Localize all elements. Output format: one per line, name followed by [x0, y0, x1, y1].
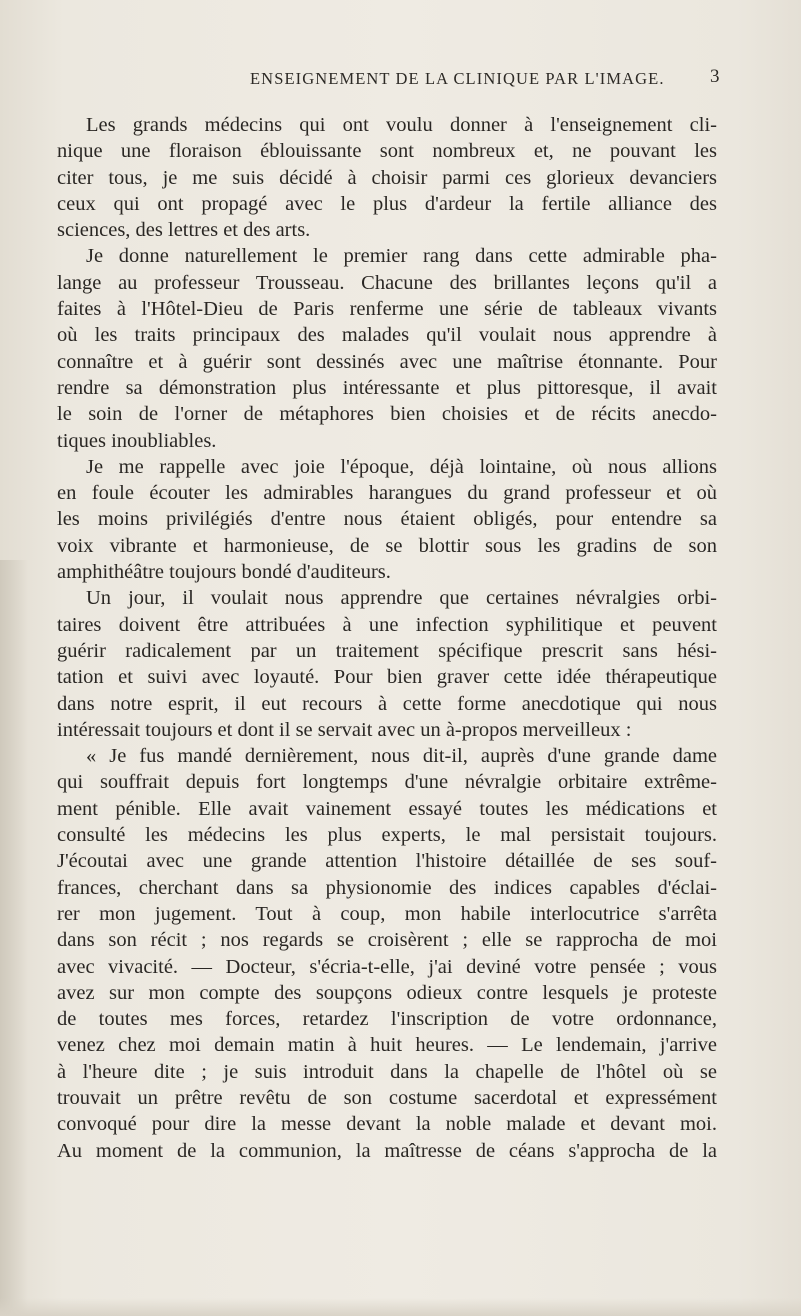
text-line: où les traits principaux des malades qu'il voulait nous apprendre à	[57, 324, 717, 347]
text-line: dans son récit ; nos regards se croisèrent ; elle se rapprocha de moi	[57, 929, 717, 952]
text-line: le soin de l'orner de métaphores bien choisies et de récits anecdo-	[57, 403, 717, 426]
text-line: guérir radicalement par un traitement spécifique prescrit sans hési-	[57, 639, 717, 662]
text-line: Au moment de la communion, la maîtresse de céans s'approcha de la	[57, 1139, 717, 1162]
text-line: citer tous, je me suis décidé à choisir parmi ces glorieux devanciers	[57, 166, 717, 189]
text-line: à l'heure dite ; je suis introduit dans la chapelle de l'hôtel où se	[57, 1060, 717, 1083]
text-line: de toutes mes forces, retardez l'inscription de votre ordonnance,	[57, 1008, 717, 1031]
text-line: dans notre esprit, il eut recours à cette forme anecdotique qui nous	[57, 692, 717, 715]
text-line: consulté les médecins les plus experts, le mal persistait toujours.	[57, 824, 717, 847]
text-line: Un jour, il voulait nous apprendre que certaines névralgies orbi-	[86, 587, 717, 610]
text-line: Je donne naturellement le premier rang dans cette admirable pha-	[86, 245, 717, 268]
text-line: ment pénible. Elle avait vainement essayé toutes les médications et	[57, 797, 717, 820]
text-line: rendre sa démonstration plus intéressante et plus pittoresque, il avait	[57, 376, 717, 399]
text-line: rer mon jugement. Tout à coup, mon habile interlocutrice s'arrêta	[57, 902, 717, 925]
text-line: faites à l'Hôtel-Dieu de Paris renferme une série de tableaux vivants	[57, 298, 717, 321]
page-number: 3	[710, 66, 720, 87]
body-text	[57, 112, 717, 1164]
page-gutter-shadow	[0, 560, 28, 1316]
text-line: amphithéâtre toujours bondé d'auditeurs.	[57, 561, 391, 584]
text-line: lange au professeur Trousseau. Chacune des brillantes leçons qu'il a	[57, 271, 717, 294]
text-line: tation et suivi avec loyauté. Pour bien graver cette idée thérapeutique	[57, 666, 717, 689]
running-title: ENSEIGNEMENT DE LA CLINIQUE PAR L'IMAGE.	[250, 69, 665, 88]
text-line: trouvait un prêtre revêtu de son costume sacerdotal et expressément	[57, 1086, 717, 1109]
text-line: connaître et à guérir sont dessinés avec une maîtrise étonnante. Pour	[57, 350, 717, 373]
text-line: tiques inoubliables.	[57, 429, 217, 452]
text-line: avec vivacité. — Docteur, s'écria-t-elle, j'ai deviné votre pensée ; vous	[57, 955, 717, 978]
text-line: Je me rappelle avec joie l'époque, déjà lointaine, où nous allions	[86, 455, 717, 478]
text-line: frances, cherchant dans sa physionomie des indices capables d'éclai-	[57, 876, 717, 899]
text-line: « Je fus mandé dernièrement, nous dit-il, auprès d'une grande dame	[86, 745, 717, 768]
text-line: en foule écouter les admirables harangues du grand professeur et où	[57, 482, 717, 505]
text-line: nique une floraison éblouissante sont nombreux et, ne pouvant les	[57, 140, 717, 163]
page-bottom-edge	[0, 1298, 801, 1316]
text-line: taires doivent être attribuées à une infection syphilitique et peuvent	[57, 613, 717, 636]
text-line: qui souffrait depuis fort longtemps d'une névralgie orbitaire extrême-	[57, 771, 717, 794]
text-line: sciences, des lettres et des arts.	[57, 219, 311, 242]
text-line: convoqué pour dire la messe devant la noble malade et devant moi.	[57, 1113, 717, 1136]
text-line: avez sur mon compte des soupçons odieux contre lesquels je proteste	[57, 981, 717, 1004]
text-line: voix vibrante et harmonieuse, de se blottir sous les gradins de son	[57, 534, 717, 557]
text-line: J'écoutai avec une grande attention l'histoire détaillée de ses souf-	[57, 850, 717, 873]
text-line: les moins privilégiés d'entre nous étaient obligés, pour entendre sa	[57, 508, 717, 531]
text-line: Les grands médecins qui ont voulu donner à l'enseignement cli-	[86, 114, 717, 136]
text-line: ceux qui ont propagé avec le plus d'ardeur la fertile alliance des	[57, 192, 717, 215]
text-line: intéressait toujours et dont il se servait avec un à-propos merveilleux :	[57, 718, 632, 741]
text-line: venez chez moi demain matin à huit heures. — Le lendemain, j'arrive	[57, 1034, 717, 1057]
